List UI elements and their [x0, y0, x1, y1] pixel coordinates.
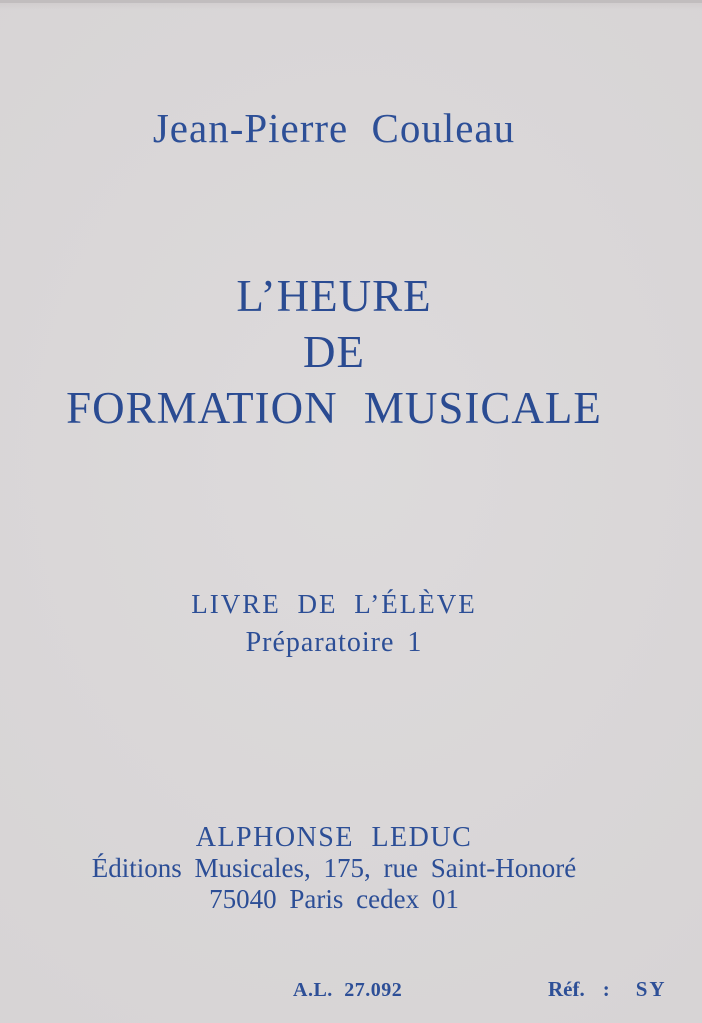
publisher-block [0, 822, 668, 915]
publisher-address-line1: Éditions Musicales, 175, rue Saint-Honoré [91, 853, 577, 883]
level-label: Préparatoire 1 [245, 627, 423, 658]
title-line-1: L’HEURE [236, 271, 432, 321]
reference-separator: : [602, 977, 610, 1001]
publisher-name: ALPHONSE LEDUC [195, 822, 473, 853]
title-line-3: FORMATION MUSICALE [66, 383, 602, 433]
reference-block [548, 977, 667, 1002]
plate-number: A.L. 27.092 [293, 979, 403, 1001]
title-line-2: DE [303, 327, 365, 377]
book-title [0, 268, 668, 436]
edition-info [0, 589, 668, 659]
scan-edge-top [0, 0, 702, 3]
reference-label: Réf. [548, 977, 585, 1001]
author-name: Jean-Pierre Couleau [152, 105, 516, 151]
reference-value: SY [635, 977, 667, 1001]
book-type-label: LIVRE DE L’ÉLÈVE [191, 589, 477, 619]
publisher-address-line2: 75040 Paris cedex 01 [209, 884, 459, 914]
